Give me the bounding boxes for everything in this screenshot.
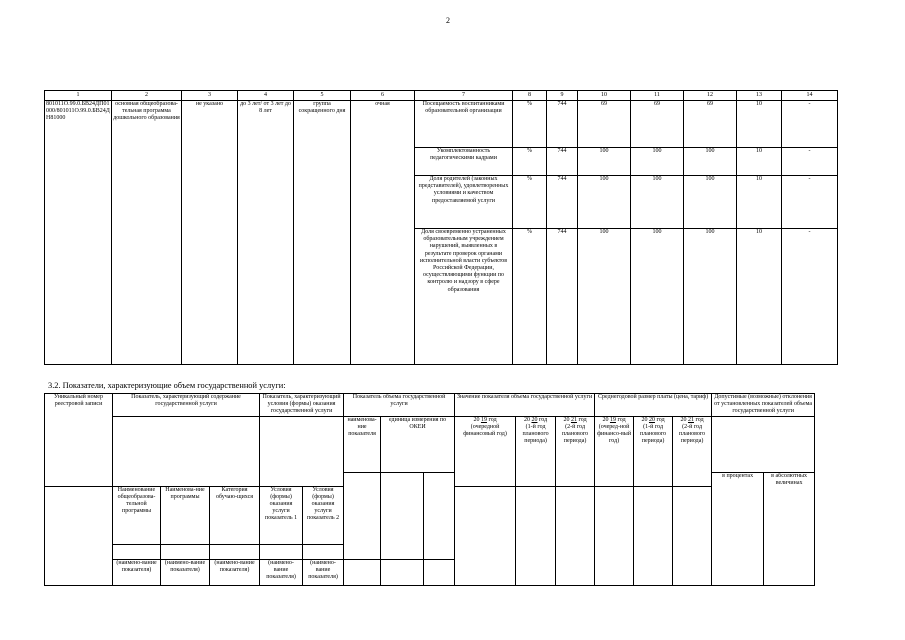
value-year3: 20 21 год (2-й год планового периода) [556, 416, 595, 486]
content-name-1: Наименование общеобразова-тельной программы [113, 486, 161, 544]
okei-code: 744 [547, 229, 578, 365]
value-col3-empty [556, 486, 595, 585]
value-col12: 100 [684, 229, 737, 365]
placeholder [260, 544, 303, 559]
placeholder [210, 544, 260, 559]
naim-label: (наимено-вание показателя) [210, 560, 260, 586]
value-col10: 100 [578, 229, 631, 365]
unit: % [513, 148, 547, 176]
value-col11: 100 [631, 229, 684, 365]
value-col2-empty [516, 486, 556, 585]
okei-code: 744 [547, 148, 578, 176]
header-indicator-name: наименова-ние показателя [344, 416, 381, 472]
indicator-name: Доля своевременно устраненных образовательным учреждением нарушений, выявленных в результате проверок органами исполнительной власти субъектов Российской Федерации, осуществляющими функции по контролю и надзору в сфере образования [415, 229, 513, 365]
deviation-percent: в процентах [712, 472, 764, 585]
price-col3-empty [673, 486, 712, 585]
col-number: 1 [45, 91, 112, 101]
value-year1: 20 19 год (очередной финансовый год) [455, 416, 516, 486]
value-col13: 10 [737, 148, 782, 176]
placeholder [161, 544, 210, 559]
price-year1: 20 19 год (очеред-ной финансо-вый год) [595, 416, 634, 486]
col-number: 6 [351, 91, 415, 101]
header-price: Среднегодовой размер платы (цена, тариф) [595, 394, 712, 417]
value-col13: 10 [737, 229, 782, 365]
placeholder [303, 544, 344, 559]
price-year3: 20 21 год (2-й год планового периода) [673, 416, 712, 486]
value-year2: 20 20 год (1-й год планового периода) [516, 416, 556, 486]
col-number: 2 [112, 91, 182, 101]
deviation-empty [712, 416, 815, 472]
volume-empty [344, 472, 381, 559]
unit: % [513, 229, 547, 365]
col-number: 8 [513, 91, 547, 101]
indicator-name: Посещаемость воспитанниками образовательной организации [415, 101, 513, 148]
unit: % [513, 176, 547, 229]
col-number: 10 [578, 91, 631, 101]
registry-code: 801011О.99.0.БВ24ДП01000/801011О.99.0.БВ24ДН81000 [45, 101, 112, 365]
value-col13: 10 [737, 176, 782, 229]
value-col11: 100 [631, 148, 684, 176]
condition-name-1: Условия (формы) оказания услуги показатель 1 [260, 486, 303, 544]
column-number-row [45, 91, 838, 101]
age-category: до 3 лет/ от 3 лет до 8 лет [238, 101, 294, 365]
col-number: 12 [684, 91, 737, 101]
placeholder [113, 544, 161, 559]
col-number: 13 [737, 91, 782, 101]
header-unit-okei: единица измерения по ОКЕИ [381, 416, 455, 472]
value-col14: - [782, 229, 838, 365]
header-content: Показатель, характеризующий содержание государственной услуги [113, 394, 260, 417]
content-empty [113, 416, 260, 486]
naim-label: (наимено-вание показателя) [303, 560, 344, 586]
unit-empty [381, 472, 424, 559]
not-specified: не указано [182, 101, 238, 365]
col-number: 11 [631, 91, 684, 101]
code-empty [424, 560, 455, 586]
price-year2: 20 20 год (1-й год планового периода) [634, 416, 673, 486]
col-number: 3 [182, 91, 238, 101]
value-col12: 100 [684, 148, 737, 176]
value-col14: - [782, 101, 838, 148]
okei-code: 744 [547, 176, 578, 229]
value-col1-empty [455, 486, 516, 585]
indicator-name: Укомплектованность педагогическими кадрами [415, 148, 513, 176]
value-col10: 100 [578, 176, 631, 229]
col-number: 7 [415, 91, 513, 101]
unique-empty [45, 486, 113, 585]
volume-empty [344, 560, 381, 586]
value-col14: - [782, 148, 838, 176]
col-number: 4 [238, 91, 294, 101]
header-unique-number: Уникальный номер реестровой записи [45, 394, 113, 487]
col-number: 9 [547, 91, 578, 101]
value-col10: 69 [578, 101, 631, 148]
col-number: 14 [782, 91, 838, 101]
okei-code: 744 [547, 101, 578, 148]
unit-empty [381, 560, 424, 586]
quality-indicators-table [44, 90, 838, 365]
content-name-2: Наименова-ние программы [161, 486, 210, 544]
indicator-name: Доля родителей (законных представителей), удовлетворенных условиями и качеством предоставляемой услуги [415, 176, 513, 229]
header-conditions: Показатель, характеризующий условия (формы) оказания государственной услуги [260, 394, 344, 417]
naim-label: (наимено-вание показателя) [260, 560, 303, 586]
deviation-absolute: в абсолютных величинах [764, 472, 815, 585]
value-col11: 69 [631, 101, 684, 148]
table-row [45, 101, 838, 148]
price-col1-empty [595, 486, 634, 585]
header-row [45, 394, 815, 417]
value-col10: 100 [578, 148, 631, 176]
col-number: 5 [294, 91, 351, 101]
conditions-empty [260, 416, 344, 486]
group-type: группа сокращенного дня [294, 101, 351, 365]
value-col14: - [782, 176, 838, 229]
condition-name-2: Условия (формы) оказания услуги показатель 2 [303, 486, 344, 544]
value-col12: 69 [684, 101, 737, 148]
unit: % [513, 101, 547, 148]
price-col2-empty [634, 486, 673, 585]
value-col12: 100 [684, 176, 737, 229]
header-deviation: Допустимые (возможные) отклонения от установленных показателей объема государственной услуги [712, 394, 815, 417]
program-name: основная общеобразова-тельная программа дошкольного образования [112, 101, 182, 365]
naim-label: (наимено-вание показателя) [161, 560, 210, 586]
content-name-3: Категория обучаю-щихся [210, 486, 260, 544]
education-form: очная [351, 101, 415, 365]
page-number: 2 [446, 16, 450, 25]
code-empty [424, 472, 455, 559]
header-value: Значение показателя объема государственной услуги [455, 394, 595, 417]
header-row [45, 416, 815, 458]
header-volume: Показатель объема государственной услуги [344, 394, 455, 417]
volume-indicators-table [44, 393, 815, 586]
value-col13: 10 [737, 101, 782, 148]
naim-label: (наимено-вание показателя) [113, 560, 161, 586]
section-title: 3.2. Показатели, характеризующие объем государственной услуги: [48, 381, 286, 390]
value-col11: 100 [631, 176, 684, 229]
